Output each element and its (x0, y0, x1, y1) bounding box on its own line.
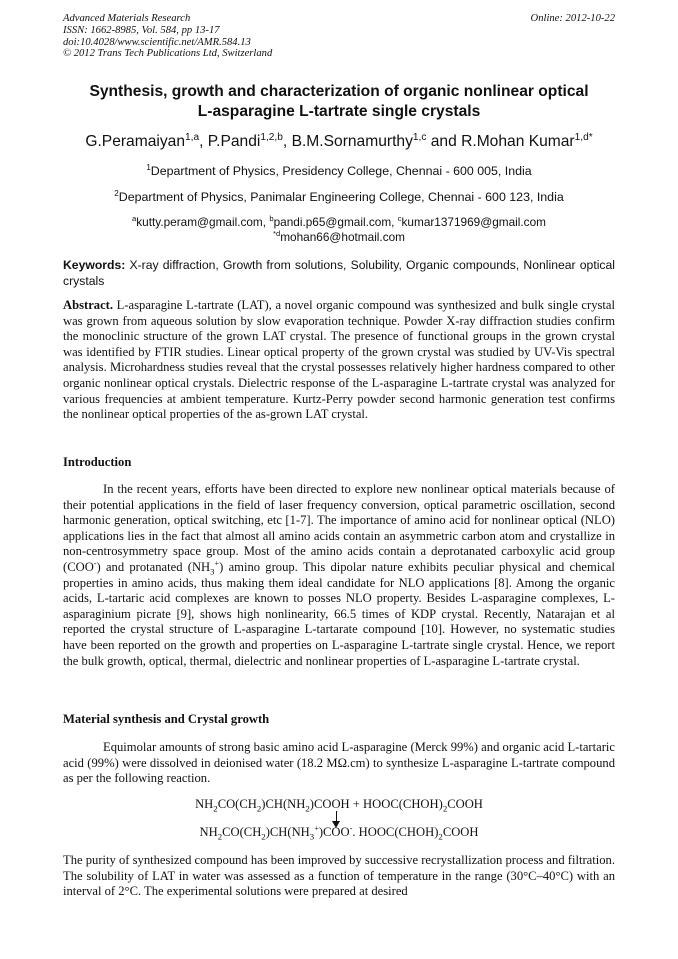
eq-part: CO(CH (217, 797, 257, 811)
email-text: kumar1371969@gmail.com (401, 215, 546, 229)
eq-part: NH (199, 825, 218, 839)
eq-superscript: + (314, 823, 319, 833)
eq-part: )COOH + HOOC(CHOH) (309, 797, 443, 811)
email-mark: *d (272, 229, 281, 239)
subscript: 3 (210, 566, 215, 577)
eq-subscript: 3 (309, 831, 315, 842)
eq-part: CO(CH (222, 825, 262, 839)
author-list (63, 133, 615, 151)
author-name: R.Mohan Kumar (461, 133, 575, 150)
email-list (63, 215, 615, 245)
email-text: kutty.peram@gmail.com, (136, 215, 270, 229)
eq-subscript: 2 (213, 803, 218, 814)
affiliation-1 (63, 164, 615, 178)
eq-part: )CH(NH (265, 825, 310, 839)
affiliation-text: Department of Physics, Panimalar Engineering College, Chennai - 600 123, India (118, 190, 564, 204)
affiliation-text: Department of Physics, Presidency College, Chennai - 600 005, India (150, 164, 532, 178)
introduction-paragraph (63, 482, 615, 669)
eq-part: . HOOC(CHOH) (352, 825, 439, 839)
author-separator: , (199, 133, 208, 150)
synthesis-heading: Material synthesis and Crystal growth (63, 712, 270, 726)
eq-subscript: 2 (442, 803, 448, 814)
eq-part: NH (195, 797, 214, 811)
eq-subscript: 2 (261, 831, 266, 842)
eq-part: COOH (447, 797, 483, 811)
paper-title (63, 82, 615, 122)
eq-part: )CH(NH (261, 797, 306, 811)
author-affiliation-mark: 1,a (185, 131, 200, 143)
eq-part: )COO (318, 825, 350, 839)
email-mark: c (397, 214, 402, 224)
email-mark: b (269, 214, 274, 224)
reaction-equation-reactants (63, 797, 615, 812)
superscript: + (214, 558, 220, 568)
copyright-line: © 2012 Trans Tech Publications Ltd, Switzerland (63, 48, 273, 60)
journal-header (63, 13, 272, 60)
affiliation-number: 1 (146, 162, 151, 172)
eq-subscript: 2 (256, 803, 262, 814)
introduction-heading: Introduction (63, 455, 132, 469)
title-line-1: Synthesis, growth and characterization of organic nonlinear optical (89, 83, 589, 100)
paragraph-text: ) amino group. This dipolar nature exhibits peculiar physical and chemical properties in amino acids, thus making them ideal candidate for NLO applications [8]. Among the organic acids, L-tartaric acid complexes are known to posses NLO property. Besides L-asparagine complexes, L-asparaginium picrate [9], shows high nonlinearity, 66.5 times of KDP crystal. Recently, Natarajan et al reported the crystal structure of L-asparagine L-tartarate compound [10]. However, no systematic studies have been reported on the growth and properties on L-asparagine L-tartrate single crystal. Hence, we report the bulk growth, optical, thermal, dielectric and nonlinear properties of L-asparagine L-tartrate crystal. (63, 559, 615, 668)
purity-paragraph: The purity of synthesized compound has been improved by successive recrystallization process and filtration. The solubility of LAT in water was assessed as a function of temperature in the range (30°C–40°C) with an interval of 2°C. The experimental solutions were prepared at desired (63, 853, 615, 899)
affiliation-2 (63, 190, 615, 204)
author-name: G.Peramaiyan (85, 133, 185, 150)
paragraph-text: ) and protanated (NH (96, 559, 211, 574)
paragraph-text: In the recent years, efforts have been directed to explore new nonlinear optical materials because of their potential applications in the field of laser frequency conversion, optical parametric oscillation, second harmonic generation, optical switching, etc [1-7]. The importance of amino acid for nonlinear optical (NLO) applications lies in the fact that almost all amino acids contain an asymmetric carbon atom and crystallize in non-centrosymmetry space group. Most of the amino acids contain a deprotanated carboxylic acid group (COO (63, 482, 615, 574)
eq-subscript: 2 (305, 803, 310, 814)
author-affiliation-mark: 1,c (412, 131, 427, 143)
synthesis-paragraph: Equimolar amounts of strong basic amino acid L-asparagine (Merck 99%) and organic acid L-tartaric acid (99%) were dissolved in deionised water (18.2 MΩ.cm) to synthesize L-asparagine L-tartrate compound as per the following reaction. (63, 740, 615, 786)
author-name: B.M.Sornamurthy (291, 133, 413, 150)
eq-part: COOH (442, 825, 479, 839)
keywords-text: X-ray diffraction, Growth from solutions, Solubility, Organic compounds, Nonlinear optical crystals (63, 258, 615, 288)
abstract-label: Abstract. (63, 298, 114, 312)
online-date: Online: 2012-10-22 (530, 13, 615, 24)
author-affiliation-mark: 1,2,b (260, 131, 283, 143)
author-affiliation-mark: 1,d* (574, 131, 593, 143)
reaction-equation-product (63, 825, 615, 840)
author-name: P.Pandi (207, 133, 261, 150)
eq-subscript: 2 (217, 831, 223, 842)
eq-superscript: - (349, 823, 353, 833)
author-separator: and (426, 133, 462, 150)
issn-line: ISSN: 1662-8985, Vol. 584, pp 13-17 (63, 24, 220, 36)
abstract-text: L-asparagine L-tartrate (LAT), a novel organic compound was synthesized and bulk single crystal was grown from aqueous solution by slow evaporation technique. Powder X-ray diffraction studies confirm the monoclinic structure of the grown LAT crystal. The presence of functional groups in the grown crystal was identified by FTIR studies. Linear optical property of the grown crystal was studied by UV-Vis spectral analysis. Microhardness studies reveal that the crystal possesses relatively higher hardness compared to other organic nonlinear optical crystals. Dielectric response of the L-asparagine L-tartrate crystal was analyzed for various frequencies at ambient temperature. Kurtz-Perry powder second harmonic generation test confirms the nonlinear optical properties of the as-grown LAT crystal. (63, 298, 615, 422)
email-text: mohan66@hotmail.com (280, 230, 405, 244)
eq-subscript: 2 (438, 831, 443, 842)
author-separator: , (282, 133, 292, 150)
superscript: - (93, 558, 97, 568)
affiliation-number: 2 (114, 188, 119, 198)
doi-line: doi:10.4028/www.scientific.net/AMR.584.13 (63, 36, 251, 48)
title-line-2: L-asparagine L-tartrate single crystals (197, 103, 481, 120)
email-text: pandi.p65@gmail.com, (273, 215, 398, 229)
keywords-block (63, 257, 615, 289)
email-mark: a (132, 214, 137, 224)
keywords-label: Keywords: (63, 258, 126, 272)
journal-name: Advanced Materials Research (63, 13, 191, 24)
abstract-block (63, 298, 615, 423)
